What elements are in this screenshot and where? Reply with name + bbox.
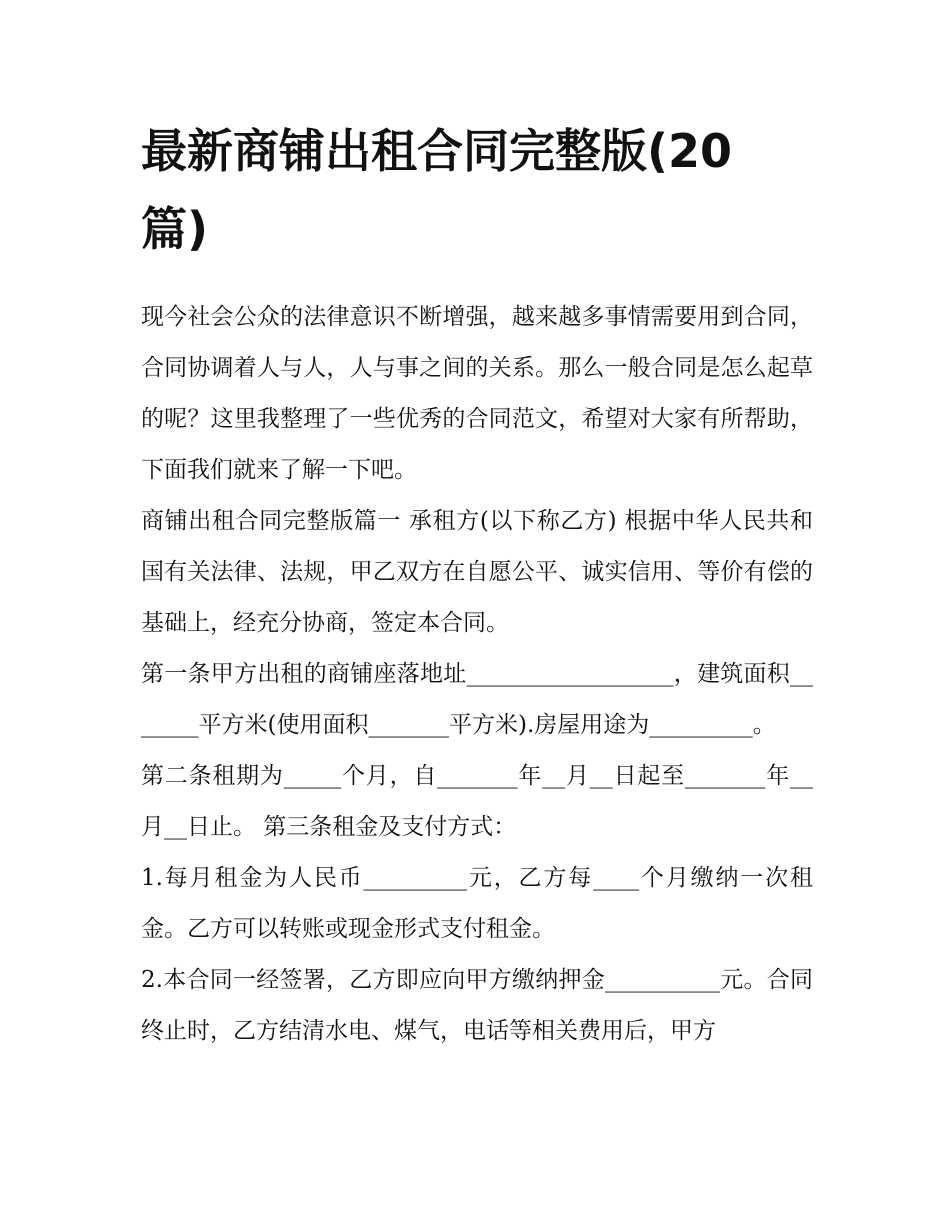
paragraph-article-1: 第一条甲方出租的商铺座落地址__________________，建筑面积_______平方米(使用面积_______平方米).房屋用途为_________。 [141,661,813,738]
paragraph-article-2-3: 第二条租期为_____个月，自_______年__月__日起至_______年__月__日止。 第三条租金及支付方式： [141,763,813,840]
document-page [141,112,813,1057]
paragraph-preamble: 商铺出租合同完整版篇一 承租方(以下称乙方) 根据中华人民共和国有关法律、法规，甲乙双方在自愿公平、诚实信用、等价有偿的基础上，经充分协商，签定本合同。 [141,508,813,636]
document-title: 最新商铺出租合同完整版(20篇) [141,124,733,256]
paragraph-clause-1: 1.每月租金为人民币_________元，乙方每____个月缴纳一次租金。乙方可以转账或现金形式支付租金。 [141,865,813,942]
paragraph-intro: 现今社会公众的法律意识不断增强，越来越多事情需要用到合同，合同协调着人与人，人与事之间的关系。那么一般合同是怎么起草的呢？这里我整理了一些优秀的合同范文，希望对大家有所帮助，下面我们就来了解一下吧。 [141,304,813,483]
paragraph-clause-2: 2.本合同一经签署，乙方即应向甲方缴纳押金__________元。合同终止时，乙方结清水电、煤气，电话等相关费用后，甲方 [141,967,813,1044]
